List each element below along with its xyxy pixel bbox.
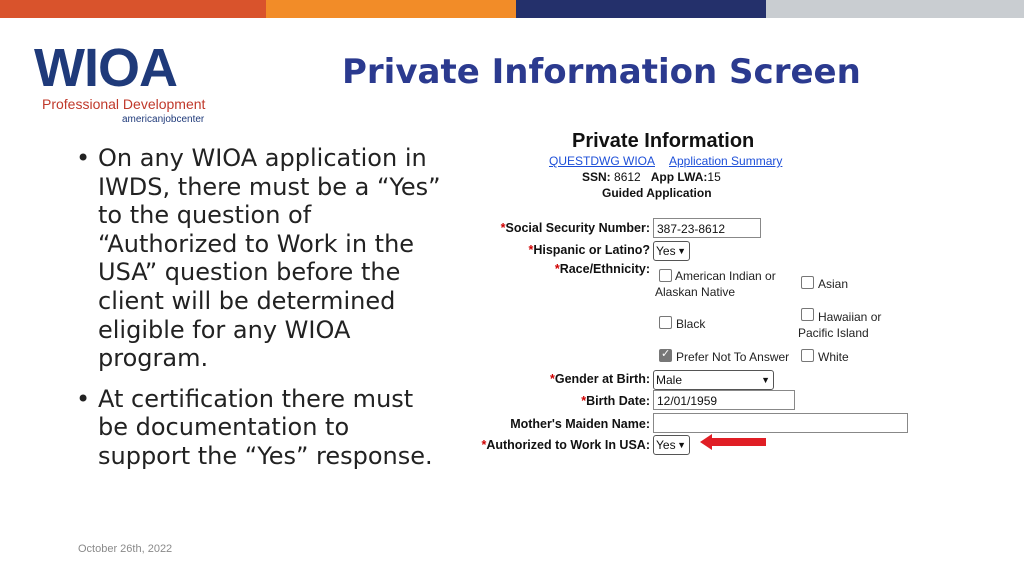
ssn-input[interactable]: 387-23-8612 — [653, 218, 761, 238]
private-information-form — [481, 128, 928, 468]
required-marker: * — [481, 438, 487, 452]
ssn-label: *Social Security Number: — [500, 221, 650, 235]
chevron-down-icon: ▼ — [677, 440, 686, 450]
hispanic-select[interactable]: Yes ▼ — [653, 241, 690, 261]
race-label: *Race/Ethnicity: — [554, 262, 650, 276]
race-option-label: Hawaiian or Pacific Island — [798, 310, 882, 340]
race-option-label: American Indian or Alaskan Native — [655, 269, 776, 299]
logo-tagline: americanjobcenter — [122, 114, 205, 125]
bullet-item: • On any WIOA application in IWDS, there must be a “Yes” to the question of “Authorized to Work in the USA” question before the client will be determined eligible for any WIOA program. — [74, 144, 446, 373]
race-checkbox-black[interactable] — [659, 316, 672, 329]
maiden-name-input[interactable] — [653, 413, 908, 433]
race-checkbox-prefer-not[interactable] — [659, 349, 672, 362]
hispanic-label: *Hispanic or Latino? — [528, 243, 650, 257]
race-option-label: Prefer Not To Answer — [676, 350, 790, 364]
app-lwa-value: 15 — [707, 170, 721, 184]
red-arrow-icon — [700, 434, 766, 450]
maiden-name-label: Mother's Maiden Name: — [510, 417, 650, 431]
guided-application: Guided Application — [602, 186, 712, 200]
gender-select[interactable]: Male ▼ — [653, 370, 774, 390]
chevron-down-icon: ▼ — [761, 375, 770, 385]
authorized-select[interactable]: Yes ▼ — [653, 435, 690, 455]
authorized-label: *Authorized to Work In USA: — [481, 438, 650, 452]
birth-date-input[interactable]: 12/01/1959 — [653, 390, 795, 410]
slide-title: Private Information Screen — [342, 52, 861, 92]
required-marker: * — [549, 372, 555, 386]
questdwg-link[interactable]: QUESTDWG WIOA — [549, 154, 655, 168]
top-stripe-4 — [766, 0, 1024, 18]
top-stripe-2 — [266, 0, 516, 18]
wioa-logo — [34, 40, 234, 130]
race-option-label: Asian — [818, 277, 849, 291]
required-marker: * — [581, 394, 587, 408]
required-marker: * — [554, 262, 560, 276]
required-marker: * — [500, 221, 506, 235]
race-option-label: Black — [676, 317, 706, 331]
ssn-caption: SSN: — [582, 170, 611, 184]
race-checkbox-white[interactable] — [801, 349, 814, 362]
application-summary-link[interactable]: Application Summary — [669, 154, 783, 168]
logo-subtitle: Professional Development — [42, 96, 206, 112]
form-title: Private Information — [572, 130, 755, 152]
logo-text: WIOA — [34, 38, 177, 98]
app-lwa-caption: App LWA: — [650, 170, 708, 184]
top-stripe-1 — [0, 0, 266, 18]
race-checkbox-asian[interactable] — [801, 276, 814, 289]
chevron-down-icon: ▼ — [677, 246, 686, 256]
bullet-list — [74, 144, 446, 483]
form-links — [549, 154, 796, 168]
birth-date-label: *Birth Date: — [581, 394, 650, 408]
race-option-label: White — [818, 350, 849, 364]
ssn-last4: 8612 — [614, 170, 641, 184]
top-stripe-3 — [516, 0, 766, 18]
bullet-item: • At certification there must be documentation to support the “Yes” response. — [74, 385, 446, 471]
footer-date: October 26th, 2022 — [78, 543, 173, 555]
ssn-summary — [582, 170, 721, 184]
required-marker: * — [528, 243, 534, 257]
gender-label: *Gender at Birth: — [549, 372, 650, 386]
